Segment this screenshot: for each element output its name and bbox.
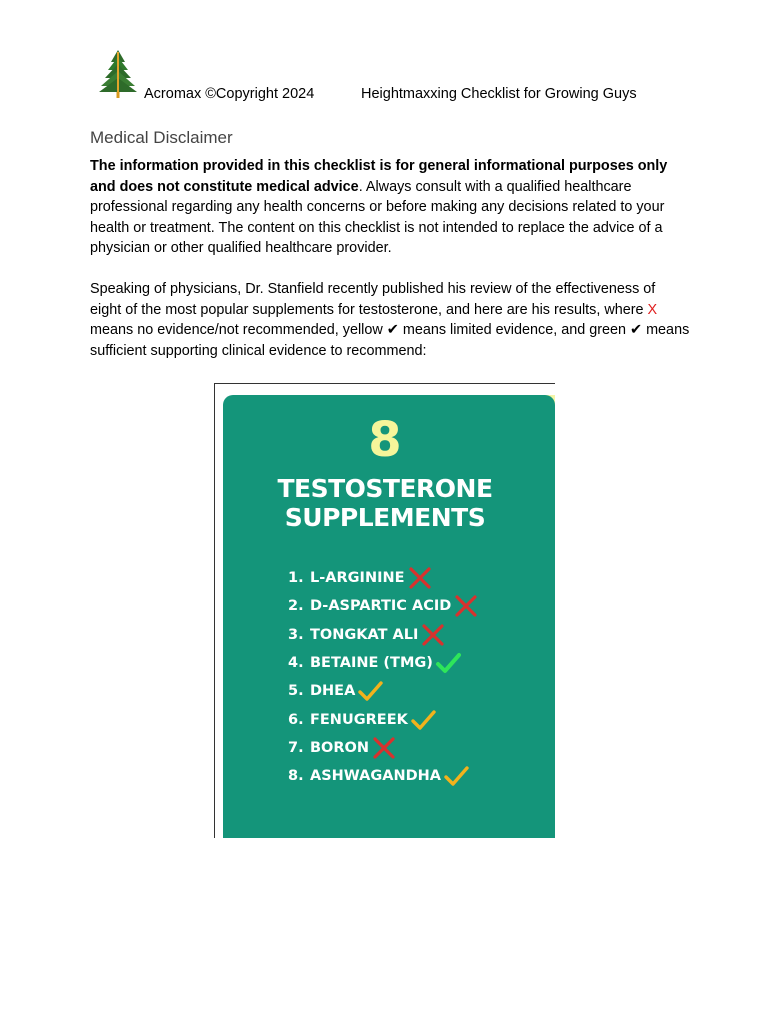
supplement-name: ASHWAGANDHA [310, 768, 442, 785]
supplement-number: 2. [288, 598, 304, 615]
supplement-number: 6. [288, 711, 304, 728]
supplement-name: BETAINE (TMG) [310, 655, 433, 672]
supplement-name: D-ASPARTIC ACID [310, 598, 452, 615]
supplement-list [288, 564, 548, 790]
supplement-number: 8. [288, 768, 304, 785]
supplement-number: 7. [288, 739, 304, 756]
disclaimer-text: . Always consult with a qualified healthcare professional regarding any health concerns or before making any decisions related to your health or treatment. The content on this checklist is not intended to replace the advice of a physician or other qualified healthcare provider. [90, 178, 665, 257]
copyright-text: Acromax ©Copyright 2024 [144, 86, 315, 102]
green-check-icon [435, 650, 461, 676]
yellow-check-icon [410, 707, 436, 733]
supplement-number: 4. [288, 655, 304, 672]
supplement-item [288, 564, 548, 592]
disclaimer-paragraph [90, 156, 690, 259]
disclaimer-bold-text: The information provided in this checklist is for general informational purposes only and does not constitute medical advice [90, 158, 668, 195]
infographic-title-line1: TESTOSTERONE [277, 474, 493, 503]
supplement-name: FENUGREEK [310, 711, 408, 728]
supplement-item [288, 621, 548, 649]
red-x-symbol: X [647, 301, 658, 318]
supplement-number: 5. [288, 683, 304, 700]
supplement-name: L-ARGININE [310, 570, 405, 587]
supplement-name: TONGKAT ALI [310, 626, 419, 643]
document-title: Heightmaxxing Checklist for Growing Guys [361, 86, 637, 102]
yellow-check-icon [443, 763, 469, 789]
red-x-icon [371, 735, 397, 761]
disclaimer-heading: Medical Disclaimer [90, 128, 233, 147]
supplement-item [288, 649, 548, 677]
page-header [92, 48, 692, 104]
yellow-check-icon [357, 678, 383, 704]
red-x-icon [453, 593, 479, 619]
intro-paragraph [90, 279, 690, 361]
pine-tree-logo-icon [96, 48, 140, 100]
intro-text-part2: means no evidence/not recommended, yellow ✔ means limited evidence, and green ✔ means sufficient supporting clinical evidence to recommend: [90, 322, 690, 359]
supplement-number: 1. [288, 570, 304, 587]
infographic-number: 8 [368, 412, 402, 468]
intro-text-part1: Speaking of physicians, Dr. Stanfield recently published his review of the effectiveness of eight of the most popular supplements for testosterone, and here are his results, where [90, 281, 656, 318]
red-x-icon [420, 622, 446, 648]
supplement-number: 3. [288, 626, 304, 643]
supplement-name: DHEA [310, 683, 356, 700]
supplement-item [288, 677, 548, 705]
supplements-infographic [214, 383, 555, 838]
supplement-item [288, 592, 548, 620]
supplement-item [288, 705, 548, 733]
supplement-name: BORON [310, 739, 370, 756]
red-x-icon [407, 565, 433, 591]
infographic-title-line2: SUPPLEMENTS [284, 503, 486, 532]
supplement-item [288, 762, 548, 790]
supplement-item [288, 734, 548, 762]
